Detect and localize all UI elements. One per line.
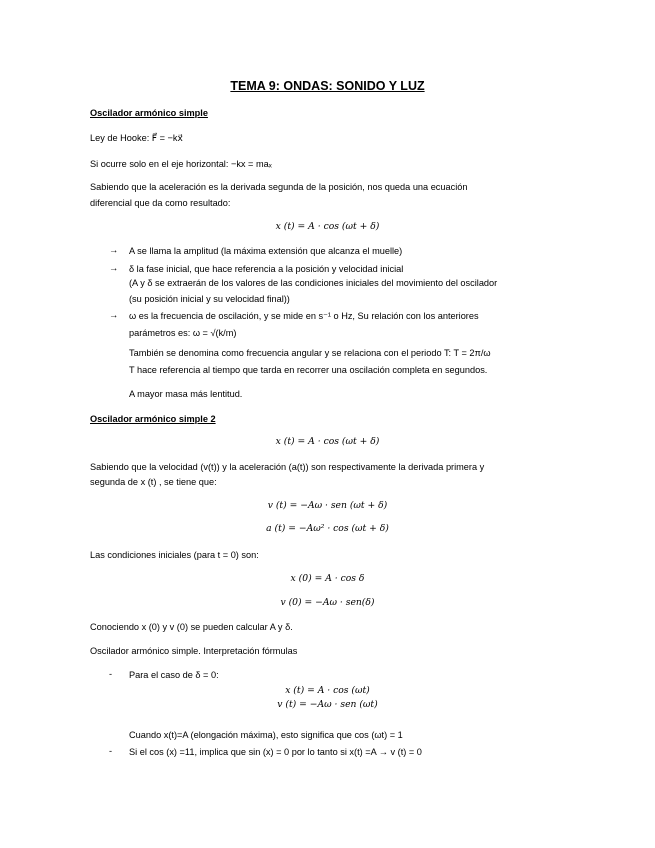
equation-velocity: v (t) = −Aω · sen (ωt + δ) xyxy=(267,500,388,511)
equation-x-delta-zero: x (t) = A · cos (ωt) xyxy=(285,685,370,696)
equation-acceleration: a (t) = −Aω² · cos (ωt + δ) xyxy=(266,523,389,534)
bullet-amplitude: A se llama la amplitud (la máxima extensión que alcanza el muelle) xyxy=(129,246,403,256)
hooke-law: Ley de Hooke: F⃗ = −kx⃗ xyxy=(90,133,183,143)
paragraph-line: Oscilador armónico simple. Interpretación fórmulas xyxy=(90,646,298,656)
equation-x0: x (0) = A · cos δ xyxy=(290,573,365,584)
horizontal-equation: Si ocurre solo en el eje horizontal: −kx = maₓ xyxy=(90,159,272,169)
arrow-bullet-icon: → xyxy=(109,245,119,255)
paragraph-line: Cuando x(t)=A (elongación máxima), esto significa que cos (ωt) = 1 xyxy=(129,730,403,740)
section-heading-1: Oscilador armónico simple xyxy=(90,108,208,118)
initial-conditions-text: Las condiciones iniciales (para t = 0) son: xyxy=(90,550,259,560)
dash-bullet-icon: - xyxy=(109,746,113,756)
bullet-cos-sin: Si el cos (x) =11, implica que sin (x) = 0 por lo tanto si x(t) =A → v (t) = 0 xyxy=(129,747,422,757)
page-title: TEMA 9: ONDAS: SONIDO Y LUZ xyxy=(230,79,425,93)
bullet-frequency: ω es la frecuencia de oscilación, y se mide en s⁻¹ o Hz, Su relación con los anteriores xyxy=(129,311,479,321)
bullet-phase-note: (su posición inicial y su velocidad final)) xyxy=(129,294,290,304)
bullet-delta-zero: Para el caso de δ = 0: xyxy=(129,670,219,680)
arrow-bullet-icon: → xyxy=(109,310,119,320)
equation-v-delta-zero: v (t) = −Aω · sen (ωt) xyxy=(277,699,378,710)
bullet-period: T hace referencia al tiempo que tarda en recorrer una oscilación completa en segundos. xyxy=(129,365,488,375)
paragraph-line: segunda de x (t) , se tiene que: xyxy=(90,477,217,487)
equation-v0: v (0) = −Aω · sen(δ) xyxy=(280,597,375,608)
equation-position: x (t) = A · cos (ωt + δ) xyxy=(275,436,380,447)
paragraph-line: Sabiendo que la velocidad (v(t)) y la aceleración (a(t)) son respectivamente la derivada primera y xyxy=(90,462,485,472)
paragraph-line: Sabiendo que la aceleración es la derivada segunda de la posición, nos queda una ecuación xyxy=(90,182,468,192)
section-heading-2: Oscilador armónico simple 2 xyxy=(90,414,216,424)
bullet-phase-note: (A y δ se extraerán de los valores de las condiciones iniciales del movimiento del oscilador xyxy=(129,278,498,288)
bullet-angular-frequency: También se denomina como frecuencia angular y se relaciona con el periodo T: T = 2π/ω xyxy=(129,348,491,358)
bullet-frequency-relation: parámetros es: ω = √(k/m) xyxy=(129,328,237,338)
bullet-phase: δ la fase inicial, que hace referencia a la posición y velocidad inicial xyxy=(129,264,404,274)
bullet-mass: A mayor masa más lentitud. xyxy=(129,389,243,399)
arrow-bullet-icon: → xyxy=(109,263,119,273)
dash-bullet-icon: - xyxy=(109,669,113,679)
equation-position: x (t) = A · cos (ωt + δ) xyxy=(275,221,380,232)
paragraph-line: Conociendo x (0) y v (0) se pueden calcular A y δ. xyxy=(90,622,293,632)
paragraph-line: diferencial que da como resultado: xyxy=(90,198,231,208)
